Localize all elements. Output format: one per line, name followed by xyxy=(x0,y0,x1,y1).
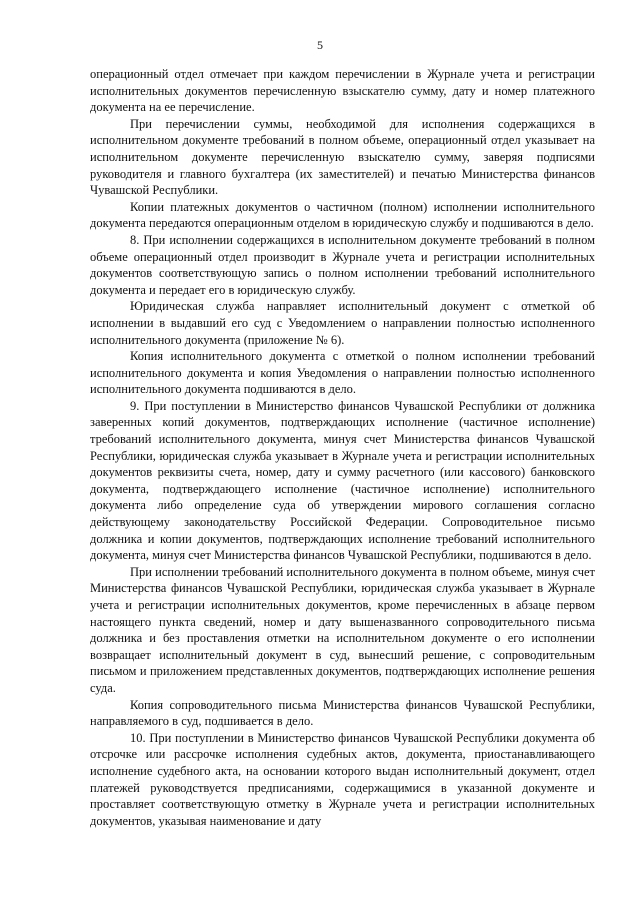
paragraph: Копия сопроводительного письма Министерства финансов Чувашской Республики, направляемого в суд, подшивается в дело. xyxy=(90,697,595,729)
paragraph: При исполнении требований исполнительного документа в полном объеме, минуя счет Министерства финансов Чувашской Республики, юридическая служба указывает в Журнале учета и регистрации исполнительных документов, кроме перечисленных в абзаце первом настоящего пункта сведений, номер и дату вышеназванного сопроводительного письма должника и без проставления отметки на исполнительном документе о его исполнении возвращает исполнительный документ в суд, вынесший решение, с сопроводительным письмом и приложением представленных документов, подтверждающих исполнение решения суда. xyxy=(90,564,595,695)
paragraph: 10. При поступлении в Министерство финансов Чувашской Республики документа об отсрочке или рассрочке исполнения судебных актов, документа, приостанавливающего исполнение судебного акта, на основании которого выдан исполнительный документ, отдел платежей руководствуется предписаниями, содержащимися в указанной документе и проставляет соответствующую отметку в Журнале учета и регистрации исполнительных документов, указывая наименование и дату xyxy=(90,730,595,828)
page-number: 5 xyxy=(317,38,323,52)
paragraph: операционный отдел отмечает при каждом перечислении в Журнале учета и регистрации исполнительных документов перечисленную взыскателю сумму, дату и номер платежного документа на ее перечисление. xyxy=(90,67,595,115)
paragraph: Юридическая служба направляет исполнительный документ с отметкой об исполнении в выдавший его суд с Уведомлением о направлении полностью исполненного исполнительного документа (приложение № 6). xyxy=(90,299,595,347)
paragraph: 8. При исполнении содержащихся в исполнительном документе требований в полном объеме операционный отдел производит в Журнале учета и регистрации исполнительных документов соответствующую запись о полном исполнении требований исполнительного документа и передает его в юридическую службу. xyxy=(90,232,595,297)
document-body xyxy=(90,66,595,829)
paragraph: Копии платежных документов о частичном (полном) исполнении исполнительного документа передаются операционным отделом в юридическую службу и подшиваются в дело. xyxy=(90,199,595,231)
paragraph: Копия исполнительного документа с отметкой о полном исполнении требований исполнительного документа и копия Уведомления о направлении полностью исполненного исполнительного документа подшиваются в дело. xyxy=(90,349,595,397)
paragraph: 9. При поступлении в Министерство финансов Чувашской Республики от должника заверенных копий документов, подтверждающих исполнение (частичное исполнение) требований исполнительного документа, минуя счет Министерства финансов Чувашской Республики, юридическая служба указывает в Журнале учета и регистрации исполнительных документов реквизиты счета, номер, дату и сумму расчетного (или кассового) банковского документа, подтверждающего исполнение (частичное исполнение) исполнительного документа либо определение суда об утверждении мирового соглашения согласно действующему законодательству Российской Федерации. Сопроводительное письмо должника и копии документов, подтверждающих исполнение требований исполнительного документа, минуя счет Министерства финансов Чувашской Республики, подшиваются в дело. xyxy=(90,398,595,563)
paragraph: При перечислении суммы, необходимой для исполнения содержащихся в исполнительном документе требований в полном объеме, операционный отдел указывает на исполнительном документе перечисленную взыскателю сумму, заверяя подписями руководителя и главного бухгалтера (их заместителей) и печатью Министерства финансов Чувашской Республики. xyxy=(90,116,595,198)
